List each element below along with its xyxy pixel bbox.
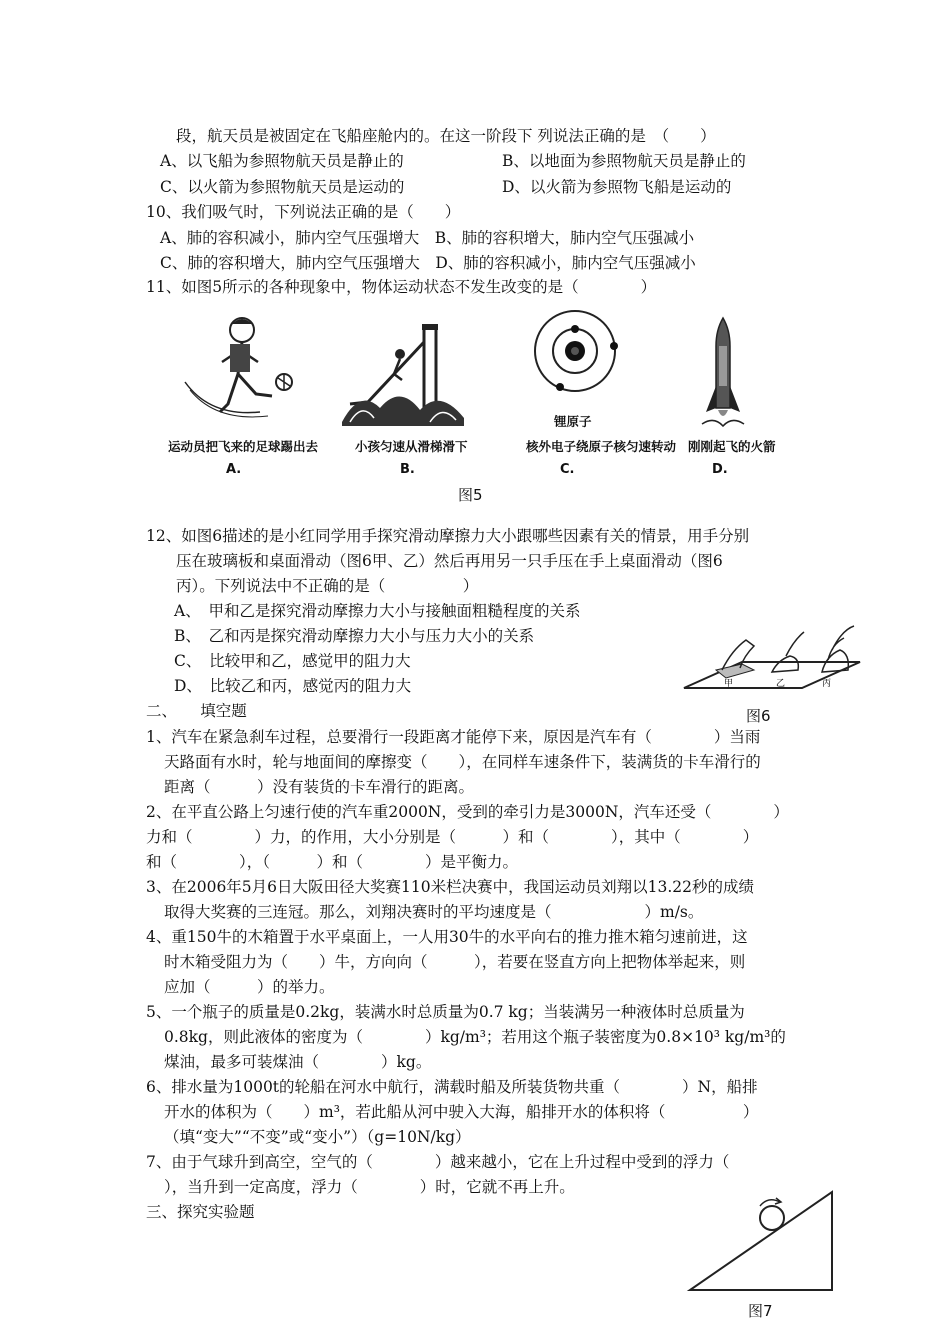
fill-q4-line1: 4、重150牛的木箱置于水平桌面上，一人用30牛的水平向右的推力推木箱匀速前进，这 — [146, 928, 748, 946]
fill-q7-line2: ），当升到一定高度，浮力（ ）时，它就不再上升。 — [164, 1178, 575, 1196]
q9-option-b: B、以地面为参照物航天员是静止的 — [502, 152, 746, 170]
panel-d-letter: D. — [712, 462, 728, 477]
q12-option-a: A、 甲和乙是探究滑动摩擦力大小与接触面粗糙程度的关系 — [174, 602, 581, 620]
fill-q5-line3: 煤油，最多可装煤油（ ）kg。 — [164, 1053, 432, 1071]
figure-7-caption: 图7 — [748, 1302, 773, 1320]
figure-5-caption: 图5 — [458, 486, 483, 504]
fill-q3-line1: 3、在2006年5月6日大阪田径大奖赛110米栏决赛中，我国运动员刘翔以13.22秒的成绩 — [146, 878, 754, 896]
fill-q2-line3: 和（ ），（ ）和（ ）是平衡力。 — [146, 853, 519, 871]
q11-stem: 11、如图5所示的各种现象中，物体运动状态不发生改变的是（ ） — [146, 278, 657, 296]
panel-b-label: 小孩匀速从滑梯滑下 — [355, 439, 468, 454]
panel-d-label: 刚刚起飞的火箭 — [688, 439, 776, 454]
q12-stem-line2: 压在玻璃板和桌面滑动（图6甲、乙）然后再用另一只手压在手上桌面滑动（图6 — [176, 552, 723, 570]
panel-c-label: 核外电子绕原子核匀速转动 — [526, 439, 677, 454]
fill-q2-line1: 2、在平直公路上匀速行使的汽车重2000N，受到的牵引力是3000N，汽车还受（ ） — [146, 803, 789, 821]
fill-q6-line2: 开水的体积为（ ）m³，若此船从河中驶入大海，船排开水的体积将（ ） — [164, 1103, 759, 1121]
fill-q6-line1: 6、排水量为1000t的轮船在河水中航行，满载时船及所装货物共重（ ）N，船排 — [146, 1078, 758, 1096]
section-2-title: 二、 填空题 — [146, 702, 247, 720]
q10-options-cd: C、肺的容积增大，肺内空气压强增大 D、肺的容积减小，肺内空气压强减小 — [160, 254, 696, 272]
fill-q5-line1: 5、一个瓶子的质量是0.2kg，装满水时总质量为0.7 kg；当装满另一种液体时总质量为 — [146, 1003, 745, 1021]
atom-label: 锂原子 — [554, 414, 592, 429]
soccer-player-illustration — [180, 312, 320, 432]
q9-option-a: A、以飞船为参照物航天员是静止的 — [160, 152, 404, 170]
figure-7-ball-on-incline — [686, 1176, 838, 1296]
fig6-label-bing: 丙 — [822, 679, 832, 689]
rocket-illustration — [700, 316, 746, 432]
q12-stem-line1: 12、如图6描述的是小红同学用手探究滑动摩擦力大小跟哪些因素有关的情景，用手分别 — [146, 527, 750, 545]
q9-option-c: C、以火箭为参照物航天员是运动的 — [160, 178, 405, 196]
figure-6-caption: 图6 — [746, 707, 771, 725]
fill-q3-line2: 取得大奖赛的三连冠。那么，刘翔决赛时的平均速度是（ ）m/s。 — [164, 903, 704, 921]
panel-c-letter: C. — [560, 462, 575, 477]
section-3-title: 三、探究实验题 — [146, 1203, 255, 1221]
q12-option-b: B、 乙和丙是探究滑动摩擦力大小与压力大小的关系 — [174, 627, 535, 645]
lithium-atom-illustration — [532, 308, 618, 394]
fill-q2-line2: 力和（ ）力，的作用，大小分别是（ ）和（ ），其中（ ） — [146, 828, 759, 846]
fill-q4-line3: 应加（ ）的举力。 — [164, 978, 335, 996]
fill-q7-line1: 7、由于气球升到高空，空气的（ ）越来越小，它在上升过程中受到的浮力（ — [146, 1153, 730, 1171]
fill-q5-line2: 0.8kg，则此液体的密度为（ ）kg/m³；若用这个瓶子装密度为0.8×10³ kg/m³的 — [164, 1028, 786, 1046]
fig6-label-jia: 甲 — [724, 679, 734, 689]
fig6-label-yi: 乙 — [776, 679, 786, 689]
q10-options-ab: A、肺的容积减小，肺内空气压强增大 B、肺的容积增大，肺内空气压强减小 — [160, 229, 695, 247]
fill-q1-line2: 天路面有水时，轮与地面间的摩擦变（ ），在同样车速条件下，装满货的卡车滑行的 — [164, 753, 761, 771]
fill-q1-line3: 距离（ ）没有装货的卡车滑行的距离。 — [164, 778, 475, 796]
panel-a-label: 运动员把飞来的足球踢出去 — [168, 439, 319, 454]
fill-q4-line2: 时木箱受阻力为（ ）牛，方向向（ ），若要在竖直方向上把物体举起来，则 — [164, 953, 746, 971]
q9-stem-continuation: 段，航天员是被固定在飞船座舱内的。在这一阶段下 列说法正确的是 （ ） — [176, 127, 716, 145]
figure-6-friction-hands — [682, 620, 862, 692]
q12-option-d: D、 比较乙和丙，感觉丙的阻力大 — [174, 677, 412, 695]
fill-q1-line1: 1、汽车在紧急刹车过程，总要滑行一段距离才能停下来，原因是汽车有（ ）当雨 — [146, 728, 761, 746]
q12-option-c: C、 比较甲和乙，感觉甲的阻力大 — [174, 652, 411, 670]
q10-stem: 10、我们吸气时，下列说法正确的是（ ） — [146, 203, 461, 221]
q9-option-d: D、以火箭为参照物飞船是运动的 — [502, 178, 732, 196]
slide-illustration — [340, 318, 470, 432]
panel-b-letter: B. — [400, 462, 415, 477]
q12-stem-line3: 丙）。下列说法中不正确的是（ ） — [176, 577, 479, 595]
fill-q6-line3: （填“变大”“不变”或“变小”）（g=10N/kg） — [164, 1128, 471, 1146]
panel-a-letter: A. — [226, 462, 242, 477]
